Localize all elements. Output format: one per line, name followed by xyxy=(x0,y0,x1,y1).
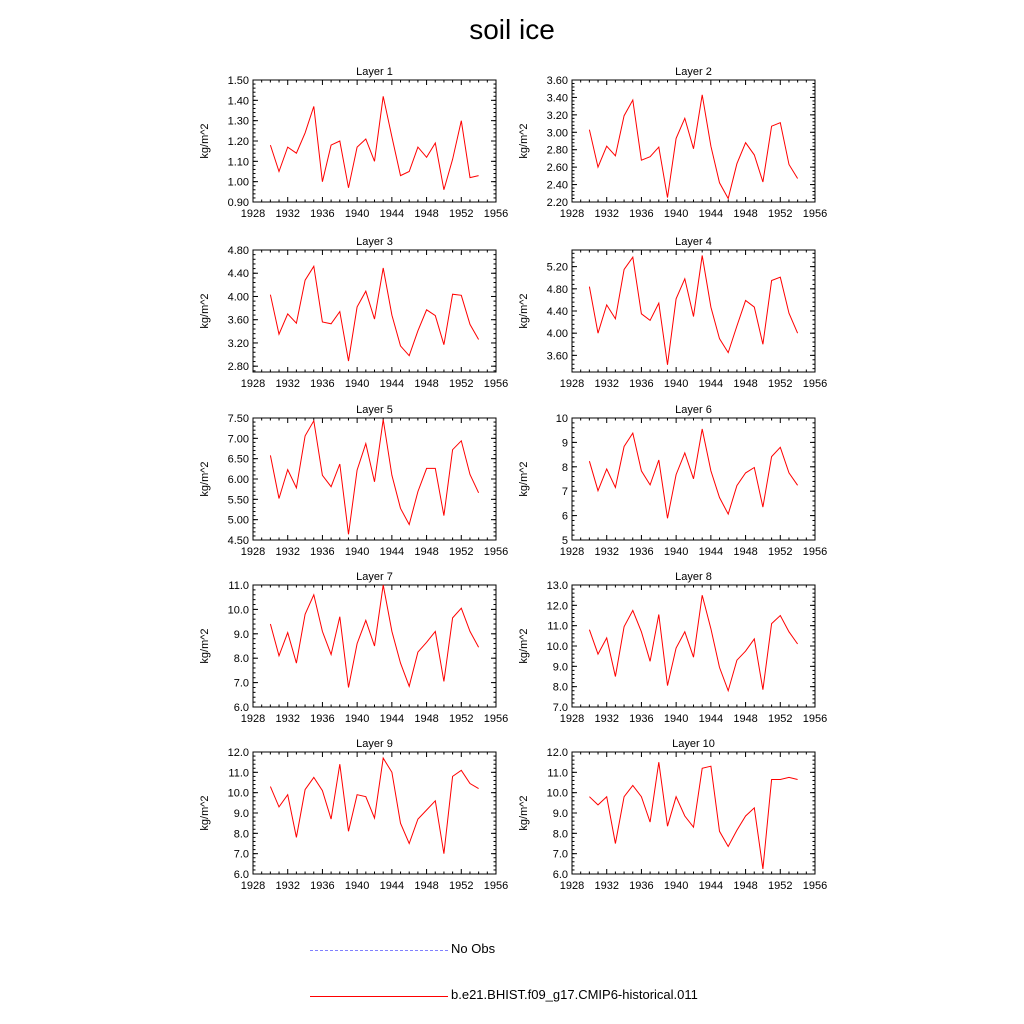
x-tick-label: 1952 xyxy=(449,713,474,725)
legend-swatch-model xyxy=(310,996,448,997)
x-tick-label: 1940 xyxy=(344,208,370,220)
y-tick-label: 9.0 xyxy=(233,628,249,641)
series-line xyxy=(589,429,797,518)
plot-frame xyxy=(572,80,815,202)
y-tick-label: 12.0 xyxy=(546,747,568,759)
y-tick-label: 5 xyxy=(561,535,568,547)
y-tick-label: 7.50 xyxy=(227,413,249,425)
series-line xyxy=(589,762,797,869)
panel-title: Layer 3 xyxy=(356,236,393,248)
y-tick-label: 6.0 xyxy=(552,869,568,881)
plot-frame xyxy=(572,418,815,540)
x-tick-label: 1952 xyxy=(768,713,793,725)
x-tick-label: 1936 xyxy=(629,546,654,558)
x-tick-label: 1928 xyxy=(559,378,585,390)
y-tick-label: 9.0 xyxy=(552,661,568,674)
x-tick-label: 1952 xyxy=(768,546,793,558)
x-tick-label: 1948 xyxy=(733,546,758,558)
x-tick-label: 1944 xyxy=(379,378,405,390)
x-tick-label: 1936 xyxy=(310,378,335,390)
y-tick-label: 11.0 xyxy=(547,767,568,780)
series-line xyxy=(270,585,478,688)
y-tick-label: 11.0 xyxy=(547,620,568,633)
panel-6 xyxy=(518,404,827,558)
x-tick-label: 1948 xyxy=(733,208,758,220)
x-tick-label: 1944 xyxy=(698,208,724,220)
x-tick-label: 1932 xyxy=(275,880,300,892)
panel-title: Layer 10 xyxy=(672,738,715,750)
legend-swatch-no-obs xyxy=(310,950,448,951)
x-tick-label: 1928 xyxy=(240,713,266,725)
x-tick-label: 1932 xyxy=(275,546,300,558)
x-tick-label: 1928 xyxy=(559,713,585,725)
series-line xyxy=(270,420,478,535)
x-tick-label: 1932 xyxy=(594,880,619,892)
x-tick-label: 1928 xyxy=(240,880,266,892)
x-tick-label: 1932 xyxy=(275,208,300,220)
y-tick-label: 6.0 xyxy=(233,702,249,714)
y-tick-label: 1.20 xyxy=(227,136,249,148)
series-line xyxy=(270,758,478,854)
x-tick-label: 1940 xyxy=(344,546,370,558)
panel-5 xyxy=(199,404,508,558)
y-tick-label: 7.00 xyxy=(227,433,249,446)
y-tick-label: 6.0 xyxy=(233,869,249,881)
x-tick-label: 1956 xyxy=(483,880,509,892)
x-tick-label: 1952 xyxy=(449,546,474,558)
y-tick-label: 4.00 xyxy=(546,328,568,341)
plot-frame xyxy=(253,752,496,874)
x-tick-label: 1928 xyxy=(559,880,585,892)
x-tick-label: 1928 xyxy=(240,208,266,220)
x-tick-label: 1940 xyxy=(344,880,370,892)
y-tick-label: 2.40 xyxy=(546,179,568,192)
panel-title: Layer 2 xyxy=(675,66,712,78)
y-tick-label: 3.40 xyxy=(546,92,568,105)
x-tick-label: 1944 xyxy=(698,546,724,558)
x-tick-label: 1948 xyxy=(414,880,439,892)
panel-title: Layer 9 xyxy=(356,738,393,750)
y-tick-label: 7 xyxy=(561,486,568,499)
panel-4 xyxy=(518,236,827,390)
x-tick-label: 1936 xyxy=(629,378,654,390)
y-tick-label: 7.0 xyxy=(552,702,568,714)
x-tick-label: 1944 xyxy=(698,713,724,725)
x-tick-label: 1928 xyxy=(559,208,585,220)
y-tick-label: 7.0 xyxy=(233,848,249,861)
x-tick-label: 1952 xyxy=(449,880,474,892)
y-tick-label: 3.60 xyxy=(546,75,568,87)
y-tick-label: 4.00 xyxy=(227,291,249,304)
y-tick-label: 1.40 xyxy=(227,95,249,108)
y-axis-label: kg/m^2 xyxy=(199,461,211,497)
y-axis-label: kg/m^2 xyxy=(199,795,211,831)
x-tick-label: 1956 xyxy=(483,546,509,558)
x-tick-label: 1932 xyxy=(594,378,619,390)
y-tick-label: 2.80 xyxy=(546,144,568,157)
x-tick-label: 1948 xyxy=(733,880,758,892)
legend-label-model: b.e21.BHIST.f09_g17.CMIP6-historical.011 xyxy=(451,987,698,1002)
y-tick-label: 10.0 xyxy=(546,787,568,800)
x-tick-label: 1952 xyxy=(449,378,474,390)
y-tick-label: 4.50 xyxy=(227,535,249,547)
x-tick-label: 1940 xyxy=(663,378,689,390)
x-tick-label: 1936 xyxy=(310,546,335,558)
y-tick-label: 8 xyxy=(561,461,568,474)
panel-title: Layer 5 xyxy=(356,404,393,416)
x-tick-label: 1936 xyxy=(310,713,335,725)
panel-7 xyxy=(199,571,508,725)
y-tick-label: 4.80 xyxy=(227,245,249,257)
y-tick-label: 11.0 xyxy=(228,580,249,592)
y-tick-label: 8.0 xyxy=(233,828,249,841)
x-tick-label: 1928 xyxy=(240,546,266,558)
y-tick-label: 5.20 xyxy=(546,261,568,274)
y-tick-label: 1.50 xyxy=(227,75,249,87)
panel-title: Layer 8 xyxy=(675,571,712,583)
y-tick-label: 10.0 xyxy=(227,787,249,800)
y-tick-label: 7.0 xyxy=(233,677,249,690)
y-tick-label: 10.0 xyxy=(546,641,568,653)
panel-10 xyxy=(518,738,827,892)
y-tick-label: 6.00 xyxy=(227,474,249,486)
y-tick-label: 9 xyxy=(561,437,568,450)
x-tick-label: 1932 xyxy=(594,208,619,220)
x-tick-label: 1936 xyxy=(310,208,335,220)
y-tick-label: 2.60 xyxy=(546,162,568,175)
panel-9 xyxy=(199,738,508,892)
y-tick-label: 2.20 xyxy=(546,197,568,209)
x-tick-label: 1944 xyxy=(379,713,405,725)
x-tick-label: 1932 xyxy=(594,713,619,725)
x-tick-label: 1940 xyxy=(344,713,370,725)
x-tick-label: 1952 xyxy=(768,208,793,220)
y-tick-label: 8.0 xyxy=(552,828,568,841)
series-line xyxy=(589,95,797,199)
panel-8 xyxy=(518,571,827,725)
y-tick-label: 9.0 xyxy=(233,808,249,820)
y-axis-label: kg/m^2 xyxy=(518,293,530,329)
x-tick-label: 1932 xyxy=(594,546,619,558)
y-tick-label: 2.80 xyxy=(227,361,249,374)
x-tick-label: 1956 xyxy=(483,378,509,390)
y-tick-label: 5.00 xyxy=(227,514,249,527)
panel-title: Layer 1 xyxy=(356,66,393,78)
y-tick-label: 13.0 xyxy=(546,580,568,592)
series-line xyxy=(270,96,478,190)
y-tick-label: 1.30 xyxy=(227,115,249,128)
x-tick-label: 1956 xyxy=(802,378,828,390)
x-tick-label: 1944 xyxy=(379,880,405,892)
y-tick-label: 3.00 xyxy=(546,127,568,140)
y-tick-label: 11.0 xyxy=(228,767,249,780)
x-tick-label: 1944 xyxy=(379,208,405,220)
x-tick-label: 1956 xyxy=(483,208,509,220)
x-tick-label: 1956 xyxy=(483,713,509,725)
plot-frame xyxy=(253,250,496,372)
y-axis-label: kg/m^2 xyxy=(199,628,211,664)
x-tick-label: 1940 xyxy=(663,546,689,558)
x-tick-label: 1948 xyxy=(733,713,758,725)
x-tick-label: 1948 xyxy=(414,208,439,220)
x-tick-label: 1936 xyxy=(629,880,654,892)
y-tick-label: 3.20 xyxy=(227,337,249,350)
x-tick-label: 1952 xyxy=(768,378,793,390)
x-tick-label: 1932 xyxy=(275,713,300,725)
y-tick-label: 3.60 xyxy=(546,350,568,363)
y-tick-label: 10.0 xyxy=(227,604,249,617)
panel-2 xyxy=(518,66,827,220)
y-tick-label: 6.50 xyxy=(227,453,249,466)
panel-title: Layer 6 xyxy=(675,404,712,416)
y-axis-label: kg/m^2 xyxy=(518,461,530,497)
x-tick-label: 1956 xyxy=(802,880,828,892)
y-tick-label: 3.20 xyxy=(546,109,568,122)
x-tick-label: 1948 xyxy=(414,713,439,725)
x-tick-label: 1948 xyxy=(414,378,439,390)
y-tick-label: 4.80 xyxy=(546,283,568,296)
x-tick-label: 1936 xyxy=(310,880,335,892)
y-tick-label: 1.00 xyxy=(227,176,249,189)
x-tick-label: 1940 xyxy=(663,713,689,725)
x-tick-label: 1952 xyxy=(449,208,474,220)
y-axis-label: kg/m^2 xyxy=(518,628,530,664)
y-tick-label: 8.0 xyxy=(552,681,568,694)
y-tick-label: 1.10 xyxy=(227,156,249,169)
panel-1 xyxy=(199,66,508,220)
plot-frame xyxy=(572,250,815,372)
x-tick-label: 1928 xyxy=(559,546,585,558)
legend-label-no-obs: No Obs xyxy=(451,941,496,956)
x-tick-label: 1956 xyxy=(802,713,828,725)
x-tick-label: 1944 xyxy=(379,546,405,558)
y-axis-label: kg/m^2 xyxy=(199,123,211,159)
series-line xyxy=(589,256,797,365)
y-tick-label: 6 xyxy=(561,510,568,523)
plot-frame xyxy=(253,80,496,202)
y-tick-label: 7.0 xyxy=(552,848,568,861)
y-tick-label: 4.40 xyxy=(546,306,568,318)
y-tick-label: 4.40 xyxy=(227,268,249,281)
x-tick-label: 1944 xyxy=(698,880,724,892)
panel-title: Layer 7 xyxy=(356,571,393,583)
y-axis-label: kg/m^2 xyxy=(518,795,530,831)
x-tick-label: 1928 xyxy=(240,378,266,390)
x-tick-label: 1948 xyxy=(733,378,758,390)
x-tick-label: 1940 xyxy=(663,208,689,220)
series-line xyxy=(270,266,478,361)
y-tick-label: 9.0 xyxy=(552,808,568,820)
panel-3 xyxy=(199,236,508,390)
x-tick-label: 1948 xyxy=(414,546,439,558)
panel-title: Layer 4 xyxy=(675,236,712,248)
x-tick-label: 1956 xyxy=(802,546,828,558)
x-tick-label: 1952 xyxy=(768,880,793,892)
y-tick-label: 3.60 xyxy=(227,314,249,327)
plot-frame xyxy=(572,752,815,874)
y-tick-label: 5.50 xyxy=(227,494,249,507)
x-tick-label: 1936 xyxy=(629,713,654,725)
x-tick-label: 1940 xyxy=(344,378,370,390)
chart-title: soil ice xyxy=(469,14,555,45)
x-tick-label: 1940 xyxy=(663,880,689,892)
x-tick-label: 1944 xyxy=(698,378,724,390)
y-axis-label: kg/m^2 xyxy=(518,123,530,159)
y-tick-label: 12.0 xyxy=(546,600,568,613)
x-tick-label: 1936 xyxy=(629,208,654,220)
x-tick-label: 1932 xyxy=(275,378,300,390)
y-tick-label: 12.0 xyxy=(227,747,249,759)
x-tick-label: 1956 xyxy=(802,208,828,220)
series-line xyxy=(589,595,797,691)
y-tick-label: 10 xyxy=(555,413,568,425)
y-tick-label: 0.90 xyxy=(227,197,249,209)
y-tick-label: 8.0 xyxy=(233,653,249,666)
y-axis-label: kg/m^2 xyxy=(199,293,211,329)
